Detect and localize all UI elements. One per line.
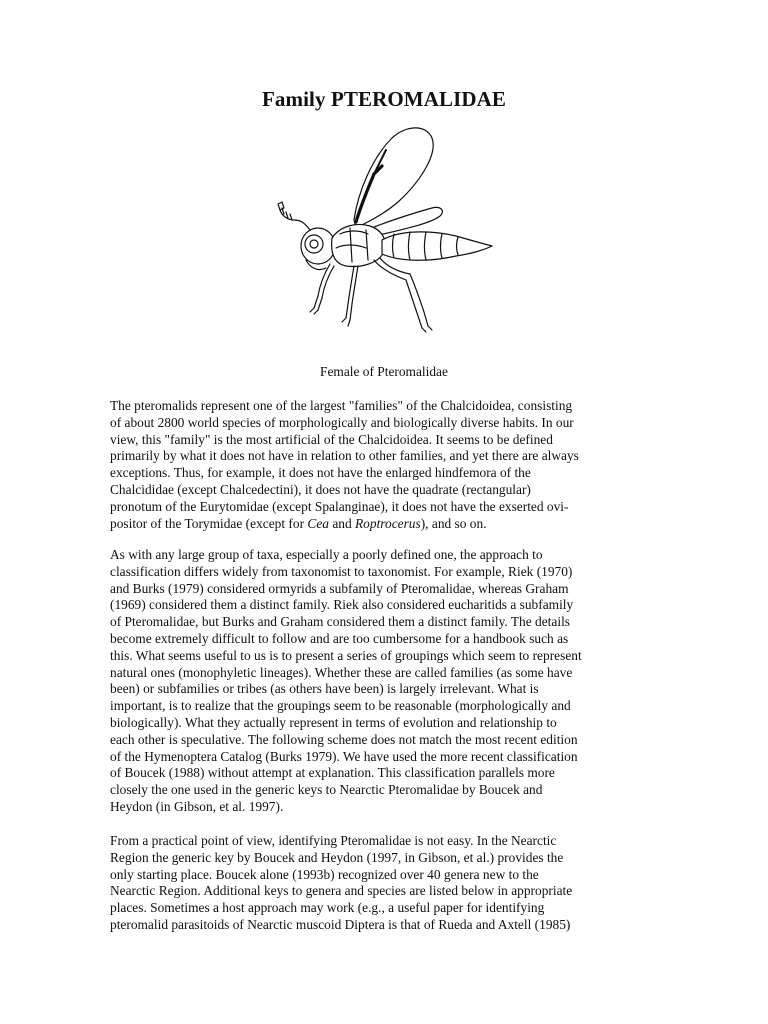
text-line: important, is to realize that the groupings seem to be reasonable (morphologically and xyxy=(110,698,571,714)
text-segment: and xyxy=(328,515,355,531)
text-line: biologically). What they actually represent in terms of evolution and relationship to xyxy=(110,714,557,730)
text-line: As with any large group of taxa, especially a poorly defined one, the approach to xyxy=(110,547,543,562)
text-line: each other is speculative. The following scheme does not match the most recent edition xyxy=(110,731,578,747)
text-line: of Pteromalidae, but Burks and Graham considered them a distinct family. The details xyxy=(110,614,570,630)
text-line: The pteromalids represent one of the largest "families" of the Chalcidoidea, consisting xyxy=(110,398,573,413)
text-line: Nearctic Region. Additional keys to genera and species are listed below in appropriate xyxy=(110,883,573,899)
text-line: Heydon (in Gibson, et al. 1997). xyxy=(110,798,284,814)
text-segment: positor of the Torymidae (except for xyxy=(110,515,308,531)
text-line: pronotum of the Eurytomidae (except Spalanginae), it does not have the exserted ovi- xyxy=(110,498,569,514)
text-line: of Boucek (1988) without attempt at explanation. This classification parallels more xyxy=(110,765,555,781)
text-line: of about 2800 world species of morphologically and biologically diverse habits. In our xyxy=(110,414,574,430)
text-line: From a practical point of view, identifying Pteromalidae is not easy. In the Nearctic xyxy=(110,833,557,848)
paragraph-1 xyxy=(110,398,658,532)
text-line: exceptions. Thus, for example, it does not have the enlarged hindfemora of the xyxy=(110,465,531,481)
paragraph-3 xyxy=(110,833,658,934)
text-line: this. What seems useful to us is to present a series of groupings which seem to represent xyxy=(110,647,582,663)
italic-genus-cea: Cea xyxy=(307,515,329,531)
text-line: only starting place. Boucek alone (1993b) recognized over 40 genera new to the xyxy=(110,866,539,882)
page-title: Family PTEROMALIDAE xyxy=(262,87,506,111)
text-line: primarily by what it does not have in relation to other families, and yet there are always xyxy=(110,448,579,464)
text-line: places. Sometimes a host approach may work (e.g., a useful paper for identifying xyxy=(110,900,545,916)
text-line: of the Hymenoptera Catalog (Burks 1979). We have used the more recent classification xyxy=(110,748,578,764)
figure-caption: Female of Pteromalidae xyxy=(320,364,448,379)
text-line-with-italics xyxy=(110,516,658,533)
text-line: and Burks (1979) considered ormyrids a subfamily of Pteromalidae, whereas Graham xyxy=(110,580,569,596)
text-line: been) or subfamilies or tribes (as others have been) is largely irrelevant. What is xyxy=(110,681,539,697)
pteromalid-wasp-drawing xyxy=(270,122,500,342)
text-line: view, this "family" is the most artificial of the Chalcidoidea. It seems to be defined xyxy=(110,431,553,447)
paragraph-2 xyxy=(110,547,658,816)
text-segment: ), and so on. xyxy=(420,515,487,531)
text-line: classification differs widely from taxonomist to taxonomist. For example, Riek (1970) xyxy=(110,563,573,579)
italic-genus-roptrocerus: Roptrocerus xyxy=(355,515,421,531)
text-line: (1969) considered them a distinct family. Riek also considered eucharitids a subfamily xyxy=(110,597,574,613)
wasp-illustration xyxy=(270,122,500,342)
text-line: natural ones (monophyletic lineages). Whether these are called families (as some have xyxy=(110,664,573,680)
text-line: closely the one used in the generic keys to Nearctic Pteromalidae by Boucek and xyxy=(110,782,543,798)
text-line: become extremely difficult to follow and are too cumbersome for a handbook such as xyxy=(110,630,569,646)
text-line: Chalcididae (except Chalcedectini), it does not have the quadrate (rectangular) xyxy=(110,481,531,497)
text-line: pteromalid parasitoids of Nearctic muscoid Diptera is that of Rueda and Axtell (1985) xyxy=(110,916,571,932)
text-line: Region the generic key by Boucek and Heydon (1997, in Gibson, et al.) provides the xyxy=(110,849,564,865)
